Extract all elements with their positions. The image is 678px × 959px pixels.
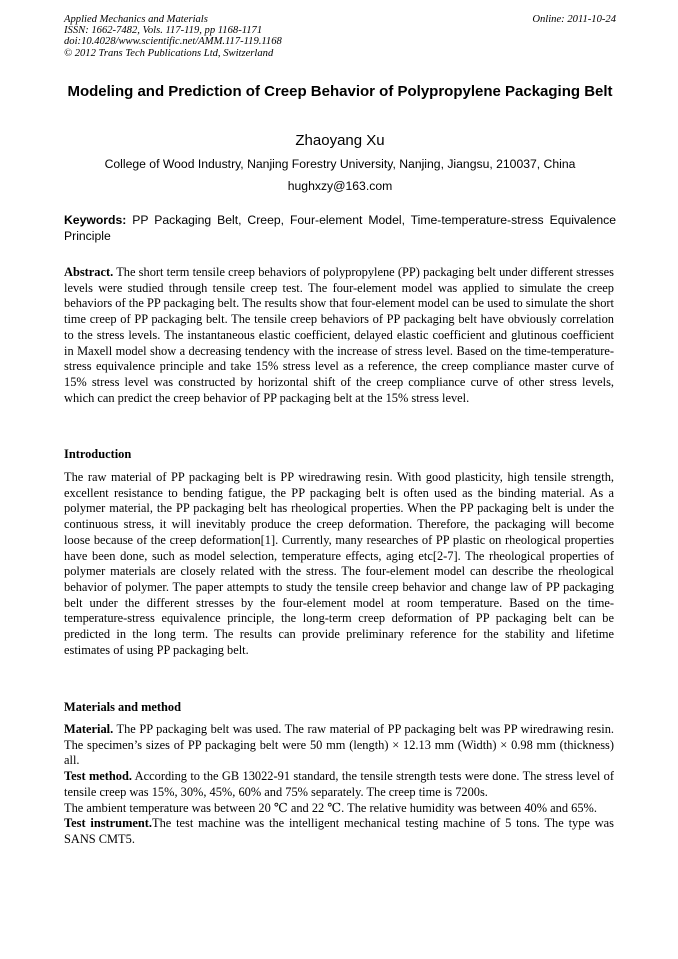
keywords (64, 213, 616, 244)
materials-body (64, 722, 614, 848)
method-label: Test method. (64, 769, 132, 784)
issn-line: ISSN: 1662-7482, Vols. 117-119, pp 1168-1171 (64, 25, 263, 37)
abstract (64, 265, 614, 406)
introduction-body (64, 470, 614, 658)
material-label: Material. (64, 722, 114, 736)
method-text: According to the GB 13022-91 standard, the tensile strength tests were done. The stress level of tensile creep was 15%, 30%, 45%, 60% and 75% separately. The creep time is 7200s. (64, 769, 614, 799)
ambient-paragraph: The ambient temperature was between 20 ℃ and 22 ℃. The relative humidity was between 40% and 65%. (64, 800, 597, 815)
instrument-text: The test machine was the intelligent mechanical testing machine of 5 tons. The type was SANS CMT5. (64, 816, 614, 846)
instrument-paragraph (64, 816, 614, 847)
introduction-heading: Introduction (64, 447, 132, 461)
keywords-label: Keywords: (64, 213, 127, 227)
journal-name: Applied Mechanics and Materials (64, 14, 208, 25)
keywords-text: PP Packaging Belt, Creep, Four-element Model, Time-temperature-stress Equivalence Principle (64, 213, 616, 243)
abstract-label: Abstract. (64, 265, 114, 279)
materials-heading: Materials and method (64, 700, 182, 714)
abstract-text: The short term tensile creep behaviors of polypropylene (PP) packaging belt under different stresses levels were studied through tensile creep test. The four-element model was applied to simulate the creep behaviors of the PP packaging belt. The results show that four-element model can be used to simulate the short time creep of PP packaging belt. The tensile creep behaviors of PP packaging belt have obviously correlation to the stress levels. The instantaneous elastic coefficient, delayed elastic coefficient and glutinous coefficient in Maxell model show a decreasing tendency with the increase of stress level. Based on the time-temperature-stress equivalence principle and take 15% stress level as a reference, the creep compliance master curve of 15% stress level was constructed by horizontal shift of the creep compliance curve of other stress levels, which can predict the creep behavior of PP packaging belt at the 15% stress level. (64, 265, 614, 405)
material-paragraph (64, 722, 614, 769)
online-date: Online: 2011-10-24 (532, 14, 616, 25)
author-email[interactable]: hughxzy@163.com (287, 179, 393, 193)
doi-line[interactable]: doi:10.4028/www.scientific.net/AMM.117-119.1168 (64, 36, 282, 48)
introduction-text: The raw material of PP packaging belt is PP wiredrawing resin. With good plasticity, high tensile strength, excellent resistance to bending fatigue, the PP packaging belt is often used as the binding material. As a polymer material, the PP packaging belt has rheological properties. When the PP packaging belt is under the continuous stress, it will inevitably produce the creep deformation. Therefore, the packaging will become loose because of the creep deformation[1]. Currently, many researches of PP plastic on rheological properties have been done, such as model selection, temperature effects, aging etc[2-7]. The rheological properties of polymer materials are closely related with the stress. The four-element model can describe the rheological behavior of polymer. The paper attempts to study the tensile creep behavior and change law of PP packaging belt under the different stresses by the four-element model at room temperature. Based on the time-temperature-stress equivalence principle, the long-term creep deformation of PP packaging belt can be predicted in the long term. The results can provide preliminary reference for the stability and lifetime estimates of using PP packaging belt. (64, 470, 614, 657)
method-paragraph (64, 769, 614, 800)
material-text: The PP packaging belt was used. The raw material of PP packaging belt was PP wiredrawing resin. The specimen’s sizes of PP packaging belt were 50 mm (length) × 12.13 mm (Width) × 0.98 mm (thickness) all. (64, 722, 614, 768)
copyright-line: © 2012 Trans Tech Publications Ltd, Switzerland (64, 47, 274, 59)
paper-title: Modeling and Prediction of Creep Behavior of Polypropylene Packaging Belt (67, 83, 613, 100)
journal-header (64, 14, 616, 59)
author-name: Zhaoyang Xu (295, 132, 385, 149)
instrument-label: Test instrument. (64, 816, 153, 831)
author-affiliation: College of Wood Industry, Nanjing Forestry University, Nanjing, Jiangsu, 210037, China (104, 157, 576, 171)
